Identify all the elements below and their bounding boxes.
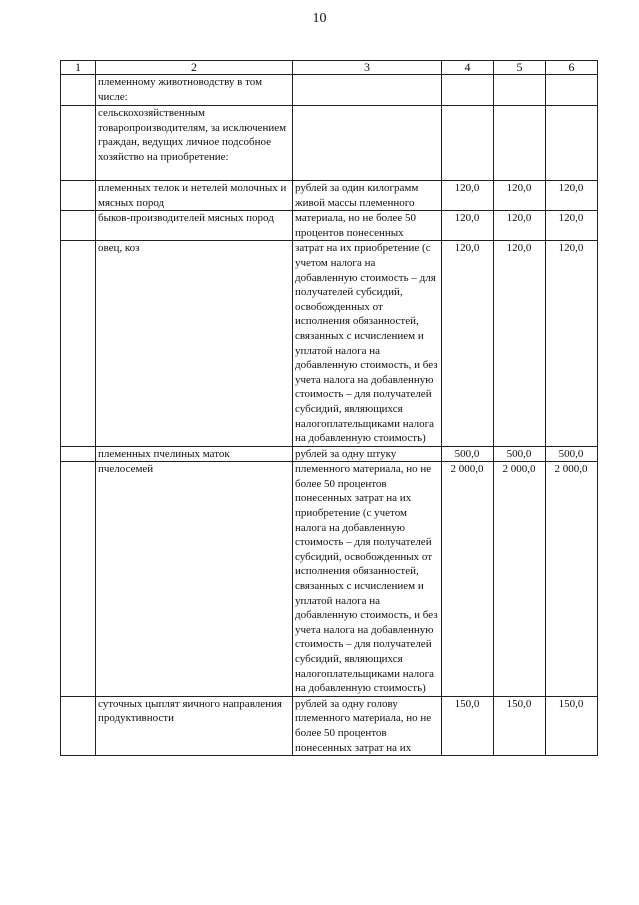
table-row — [61, 181, 598, 211]
table-row — [61, 462, 598, 697]
row-number-cell — [61, 181, 96, 211]
column-header-1: 1 — [61, 61, 96, 75]
value-cell-6: 2 000,0 — [546, 462, 598, 697]
table-row — [61, 75, 598, 106]
subsidy-rates-table — [60, 60, 598, 756]
value-cell-6: 120,0 — [546, 241, 598, 446]
table-header-row — [61, 61, 598, 75]
table-row — [61, 446, 598, 462]
value-cell-4: 500,0 — [442, 446, 494, 462]
column-header-5: 5 — [494, 61, 546, 75]
row-number-cell — [61, 75, 96, 106]
value-cell-6: 120,0 — [546, 181, 598, 211]
unit-cell: материала, но не более 50 процентов понесенных — [293, 211, 442, 241]
unit-cell: затрат на их приобретение (с учетом налога на добавленную стоимость – для получателей субсидий, освобожденных от исполнения обязанностей, связанных с исчислением и уплатой налога на добавленную стоимость, и без учета налога на добавленную стоимость – для получателей субсидий, являющихся налогоплательщиками налога на добавленную стоимость) — [293, 241, 442, 446]
value-cell-4: 120,0 — [442, 181, 494, 211]
item-name-cell: пчелосемей — [96, 462, 293, 697]
row-number-cell — [61, 241, 96, 446]
table-row — [61, 696, 598, 755]
item-name-cell: быков-производителей мясных пород — [96, 211, 293, 241]
value-cell-5: 150,0 — [494, 696, 546, 755]
table-row — [61, 106, 598, 181]
row-number-cell — [61, 106, 96, 181]
value-cell-5: 500,0 — [494, 446, 546, 462]
page-number: 10 — [312, 11, 327, 26]
row-number-cell — [61, 446, 96, 462]
item-name-cell: овец, коз — [96, 241, 293, 446]
column-header-3: 3 — [293, 61, 442, 75]
value-cell-4: 150,0 — [442, 696, 494, 755]
item-name-cell: племенному животноводству в том числе: — [96, 75, 293, 106]
value-cell-4: 120,0 — [442, 211, 494, 241]
value-cell-6: 500,0 — [546, 446, 598, 462]
value-cell-6 — [546, 75, 598, 106]
item-name-cell: суточных цыплят яичного направления продуктивности — [96, 696, 293, 755]
value-cell-5: 2 000,0 — [494, 462, 546, 697]
column-header-2: 2 — [96, 61, 293, 75]
item-name-cell: племенных телок и нетелей молочных и мясных пород — [96, 181, 293, 211]
value-cell-4: 2 000,0 — [442, 462, 494, 697]
item-name-cell: племенных пчелиных маток — [96, 446, 293, 462]
unit-cell — [293, 106, 442, 181]
value-cell-6 — [546, 106, 598, 181]
value-cell-5: 120,0 — [494, 211, 546, 241]
row-number-cell — [61, 211, 96, 241]
column-header-4: 4 — [442, 61, 494, 75]
value-cell-5 — [494, 106, 546, 181]
row-number-cell — [61, 462, 96, 697]
value-cell-5 — [494, 75, 546, 106]
unit-cell: племенного материала, но не более 50 процентов понесенных затрат на их приобретение (с учетом налога на добавленную стоимость – для получателей субсидий, освобожденных от исполнения обязанностей, связанных с исчислением и уплатой налога на добавленную стоимость, и без учета налога на добавленную стоимость – для получателей субсидий, являющихся налогоплательщиками налога на добавленную стоимость) — [293, 462, 442, 697]
value-cell-4 — [442, 75, 494, 106]
unit-cell — [293, 75, 442, 106]
unit-cell: рублей за одну штуку — [293, 446, 442, 462]
column-header-6: 6 — [546, 61, 598, 75]
row-number-cell — [61, 696, 96, 755]
value-cell-6: 150,0 — [546, 696, 598, 755]
value-cell-5: 120,0 — [494, 181, 546, 211]
value-cell-4 — [442, 106, 494, 181]
value-cell-6: 120,0 — [546, 211, 598, 241]
table-row — [61, 211, 598, 241]
value-cell-5: 120,0 — [494, 241, 546, 446]
value-cell-4: 120,0 — [442, 241, 494, 446]
unit-cell: рублей за один килограмм живой массы племенного — [293, 181, 442, 211]
unit-cell: рублей за одну голову племенного материала, но не более 50 процентов понесенных затрат на их — [293, 696, 442, 755]
item-name-cell: сельскохозяйственным товаропроизводителям, за исключением граждан, ведущих личное подсобное хозяйство на приобретение: — [96, 106, 293, 181]
table-row — [61, 241, 598, 446]
